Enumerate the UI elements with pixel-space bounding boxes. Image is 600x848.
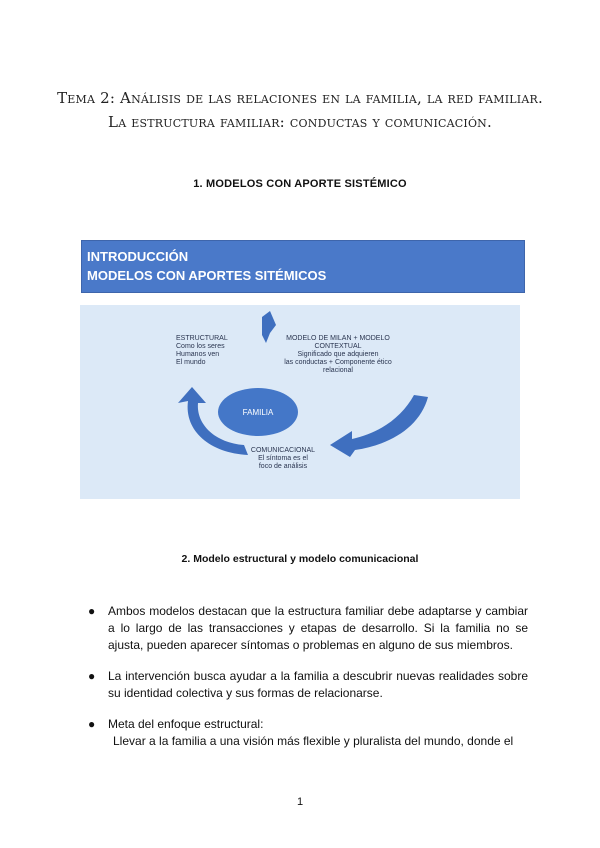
- bullet-dot: ●: [88, 717, 96, 731]
- milan-label: [278, 335, 398, 375]
- title-line-1: Tema 2: Análisis de las relaciones en la familia, la red familiar.: [57, 89, 543, 107]
- milan-line-3: las conductas + Componente ético: [284, 359, 392, 366]
- bullet-list: [88, 603, 528, 764]
- list-item: [88, 668, 528, 702]
- banner-line-2: MODELOS CON APORTES SITÉMICOS: [87, 268, 327, 283]
- bullet-label: Meta del enfoque estructural:: [108, 717, 264, 731]
- estructural-title: ESTRUCTURAL: [176, 335, 228, 342]
- list-item: [88, 603, 528, 654]
- milan-line-4: relacional: [323, 367, 353, 374]
- bullet-dot: ●: [88, 669, 96, 683]
- comunicacional-label: [238, 447, 328, 471]
- bullet-text: La intervención busca ayudar a la familia a descubrir nuevas realidades sobre su identidad colectiva y sus formas de relacionarse.: [108, 669, 528, 700]
- section-2-heading: 2. Modelo estructural y modelo comunicacional: [181, 553, 419, 565]
- comunicacional-line-1: El síntoma es el: [258, 455, 308, 462]
- milan-line-1: CONTEXTUAL: [314, 343, 362, 350]
- comunicacional-title: COMUNICACIONAL: [250, 447, 316, 454]
- banner-line-1: INTRODUCCIÓN: [87, 249, 189, 264]
- title-line-2: La estructura familiar: conductas y comunicación.: [108, 113, 492, 131]
- intro-banner: [81, 240, 525, 293]
- familia-label: FAMILIA: [242, 408, 274, 417]
- section-1-heading: 1. MODELOS CON APORTE SISTÉMICO: [193, 178, 407, 190]
- bullet-text: Ambos modelos destacan que la estructura familiar debe adaptarse y cambiar a lo largo de las transacciones y etapas de desarrollo. Si la familia no se ajusta, pueden aparecer síntomas o problemas en alguno de sus miembros.: [108, 604, 528, 652]
- milan-title: MODELO DE MILAN + MODELO: [286, 335, 390, 342]
- page-number: 1: [296, 796, 304, 808]
- bullet-dot: ●: [88, 604, 96, 618]
- estructural-label: [176, 335, 266, 367]
- document-title: [0, 86, 600, 134]
- bullet-subtext: Llevar a la familia a una visión más flexible y pluralista del mundo, donde el: [113, 734, 514, 748]
- comunicacional-line-2: foco de análisis: [258, 463, 308, 470]
- estructural-line-3: El mundo: [176, 359, 206, 366]
- systemic-models-diagram: [80, 305, 520, 499]
- estructural-line-1: Como los seres: [176, 343, 225, 350]
- estructural-line-2: Humanos ven: [176, 351, 220, 358]
- milan-line-2: Significado que adquieren: [297, 351, 379, 358]
- list-item: [88, 716, 528, 750]
